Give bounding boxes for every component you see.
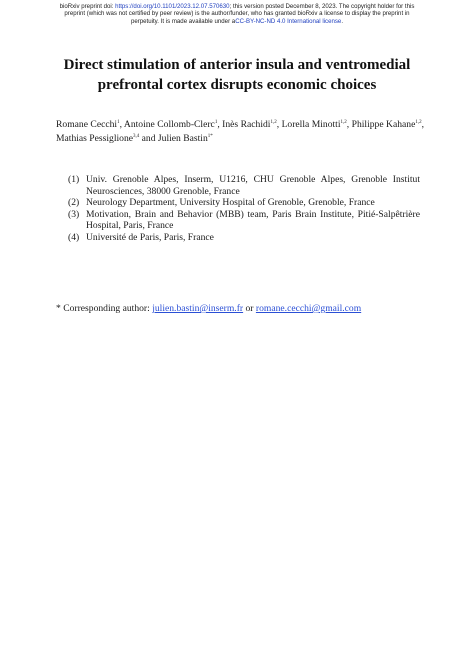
title-line-2: prefrontal cortex disrupts economic choices — [97, 77, 377, 93]
corresponding-label: * Corresponding author: — [56, 303, 153, 314]
author-list — [56, 118, 424, 146]
preprint-header — [40, 3, 434, 25]
author: Inès Rachidi$^{1,2}$, — [222, 119, 282, 130]
paper-title — [40, 55, 434, 95]
header-line-2: preprint (which was not certified by peer review) is the author/funder, who has granted bioRxiv a license to display the preprint in — [64, 10, 410, 18]
email-link-bastin[interactable]: julien.bastin@inserm.fr — [152, 303, 244, 314]
license-link[interactable]: CC-BY-NC-ND 4.0 International license — [235, 17, 342, 25]
header-line-1: bioRxiv preprint doi: https://doi.org/10.1101/2023.12.07.570630; this version posted December 8, 2023. The copyright holder for this — [59, 3, 415, 10]
affiliation-item: (2) Neurology Department, University Hospital of Grenoble, Grenoble, France — [68, 197, 375, 209]
doi-link[interactable]: https://doi.org/10.1101/2023.12.07.570630 — [115, 3, 230, 10]
title-line-1: Direct stimulation of anterior insula and ventromedial — [63, 57, 411, 73]
author: Lorella Minotti$^{1,2}$, — [281, 119, 352, 130]
author: Antoine Collomb-Clerc$^1$, — [123, 119, 223, 130]
author: Philippe Kahane$^{1,2}$, — [351, 119, 424, 130]
affiliation-item: (4) Université de Paris, Paris, France — [68, 231, 214, 243]
author: Julien Bastin$^{1*}$ — [157, 133, 213, 144]
affiliation-item: (1) Univ. Grenoble Alpes, Inserm, U1216, CHU Grenoble Alpes, Grenoble Institut Neurosciences, 38000 Grenoble, France — [68, 174, 420, 197]
affiliation-list — [68, 174, 420, 244]
author: Romane Cecchi$^1$, — [56, 119, 124, 130]
email-link-cecchi[interactable]: romane.cecchi@gmail.com — [255, 303, 362, 314]
affiliation-item: (3) Motivation, Brain and Behavior (MBB) team, Paris Brain Institute, Pitié-Salpêtrière Hospital, Paris, France — [68, 208, 420, 232]
header-line-3: perpetuity. It is made available under aCC-BY-NC-ND 4.0 International license. — [130, 17, 344, 25]
author: Mathias Pessiglione$^{3,4}$ and — [56, 133, 158, 144]
corresponding-author: * Corresponding author: julien.bastin@inserm.fr or romane.cecchi@gmail.com — [56, 303, 362, 314]
